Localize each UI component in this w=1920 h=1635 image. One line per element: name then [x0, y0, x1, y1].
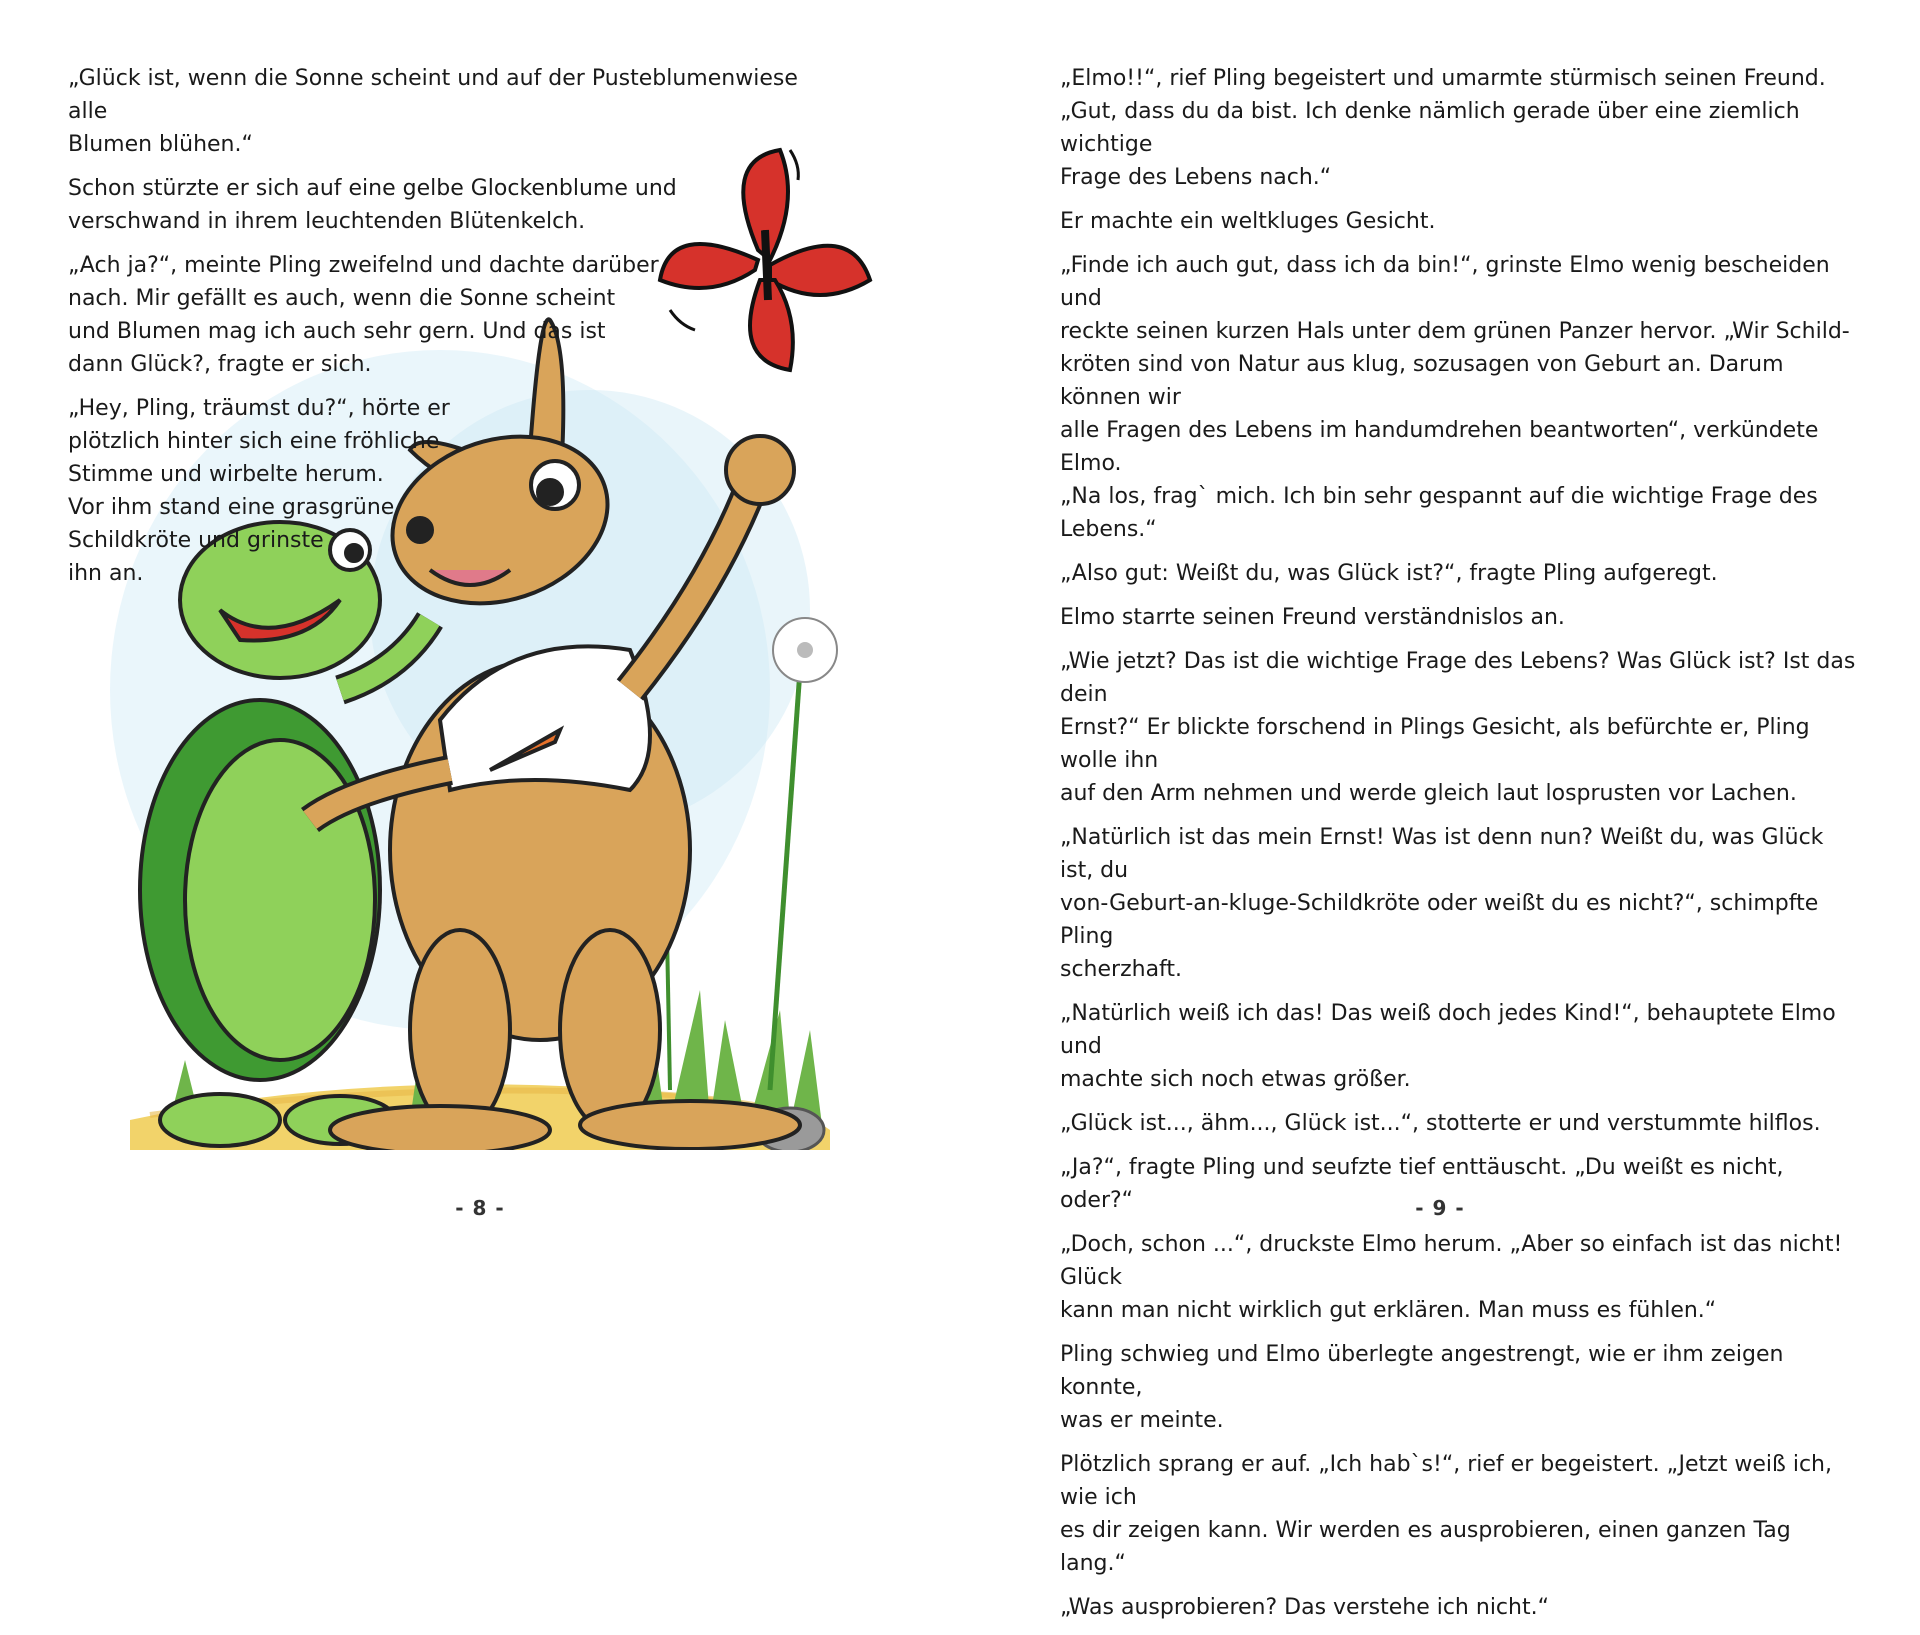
paragraph: „Ja?“, fragte Pling und seufzte tief enttäuscht. „Du weißt es nicht, oder?“ — [1060, 1155, 1784, 1213]
paragraph: „Also gut: Weißt du, was Glück ist?“, fragte Pling aufgeregt. — [1060, 561, 1718, 586]
page-number: - 8 - — [455, 1196, 505, 1220]
paragraph: „Finde ich auch gut, dass ich da bin!“, grinste Elmo wenig bescheiden und reckte seinen kurzen Hals unter dem grünen Panzer hervor. „Wir Schild- kröten sind von Natur aus klug, sozusagen von Geburt an. Darum können wir alle Fragen des Lebens im handumdrehen beantworten“, verkündete Elmo. „Na los, frag` mich. Ich bin sehr gespannt auf die wichtige Frage des Lebens.“ — [1060, 253, 1850, 542]
paragraph: Elmo starrte seinen Freund verständnislos an. — [1060, 605, 1565, 630]
paragraph: Plötzlich sprang er auf. „Ich hab`s!“, rief er begeistert. „Jetzt weiß ich, wie ich es dir zeigen kann. Wir werden es ausprobieren, einen ganzen Tag lang.“ — [1060, 1452, 1832, 1576]
paragraph: „Elmo!!“, rief Pling begeistert und umarmte stürmisch seinen Freund. „Gut, dass du da bist. Ich denke nämlich gerade über eine ziemlich wichtige Frage des Lebens nach.“ — [1060, 66, 1826, 190]
paragraph: „Natürlich ist das mein Ernst! Was ist denn nun? Weißt du, was Glück ist, du von-Geburt-an-kluge-Schildkröte oder weißt du es nicht?“, schimpfte Pling scherzhaft. — [1060, 825, 1824, 982]
page-number: - 9 - — [1415, 1196, 1465, 1220]
right-page-text — [1060, 62, 1860, 1635]
paragraph: Pling schwieg und Elmo überlegte angestrengt, wie er ihm zeigen konnte, was er meinte. — [1060, 1342, 1784, 1433]
paragraph: „Hey, Pling, träumst du?“, hörte er plötzlich hinter sich eine fröhliche Stimme und wirbelte herum. Vor ihm stand eine grasgrüne Schildkröte und grinste ihn an. — [68, 396, 450, 586]
paragraph: „Natürlich weiß ich das! Das weiß doch jedes Kind!“, behauptete Elmo und machte sich noch etwas größer. — [1060, 1001, 1836, 1092]
right-page — [960, 0, 1920, 1620]
paragraph: „Glück ist..., ähm..., Glück ist...“, stotterte er und verstummte hilflos. — [1060, 1111, 1821, 1136]
paragraph: „Ach ja?“, meinte Pling zweifelnd und dachte darüber nach. Mir gefällt es auch, wenn die Sonne scheint und Blumen mag ich auch sehr gern. Und das ist dann Glück?, fragte er sich. — [68, 253, 659, 377]
left-page — [0, 0, 960, 1243]
paragraph: Er machte ein weltkluges Gesicht. — [1060, 209, 1436, 234]
left-page-text — [68, 62, 828, 601]
paragraph: Schon stürzte er sich auf eine gelbe Glockenblume und verschwand in ihrem leuchtenden Blütenkelch. — [68, 176, 677, 234]
paragraph: „Doch, schon ...“, druckste Elmo herum. „Aber so einfach ist das nicht! Glück kann man nicht wirklich gut erklären. Man muss es fühlen.“ — [1060, 1232, 1843, 1323]
paragraph: „Was ausprobieren? Das verstehe ich nicht.“ — [1060, 1595, 1549, 1620]
paragraph: „Wie jetzt? Das ist die wichtige Frage des Lebens? Was Glück ist? Ist das dein Ernst?“ Er blickte forschend in Plings Gesicht, als befürchte er, Pling wolle ihn auf den Arm nehmen und werde gleich laut losprusten vor Lachen. — [1060, 649, 1856, 806]
paragraph: „Glück ist, wenn die Sonne scheint und auf der Pusteblumenwiese alle Blumen blühen.“ — [68, 66, 798, 157]
